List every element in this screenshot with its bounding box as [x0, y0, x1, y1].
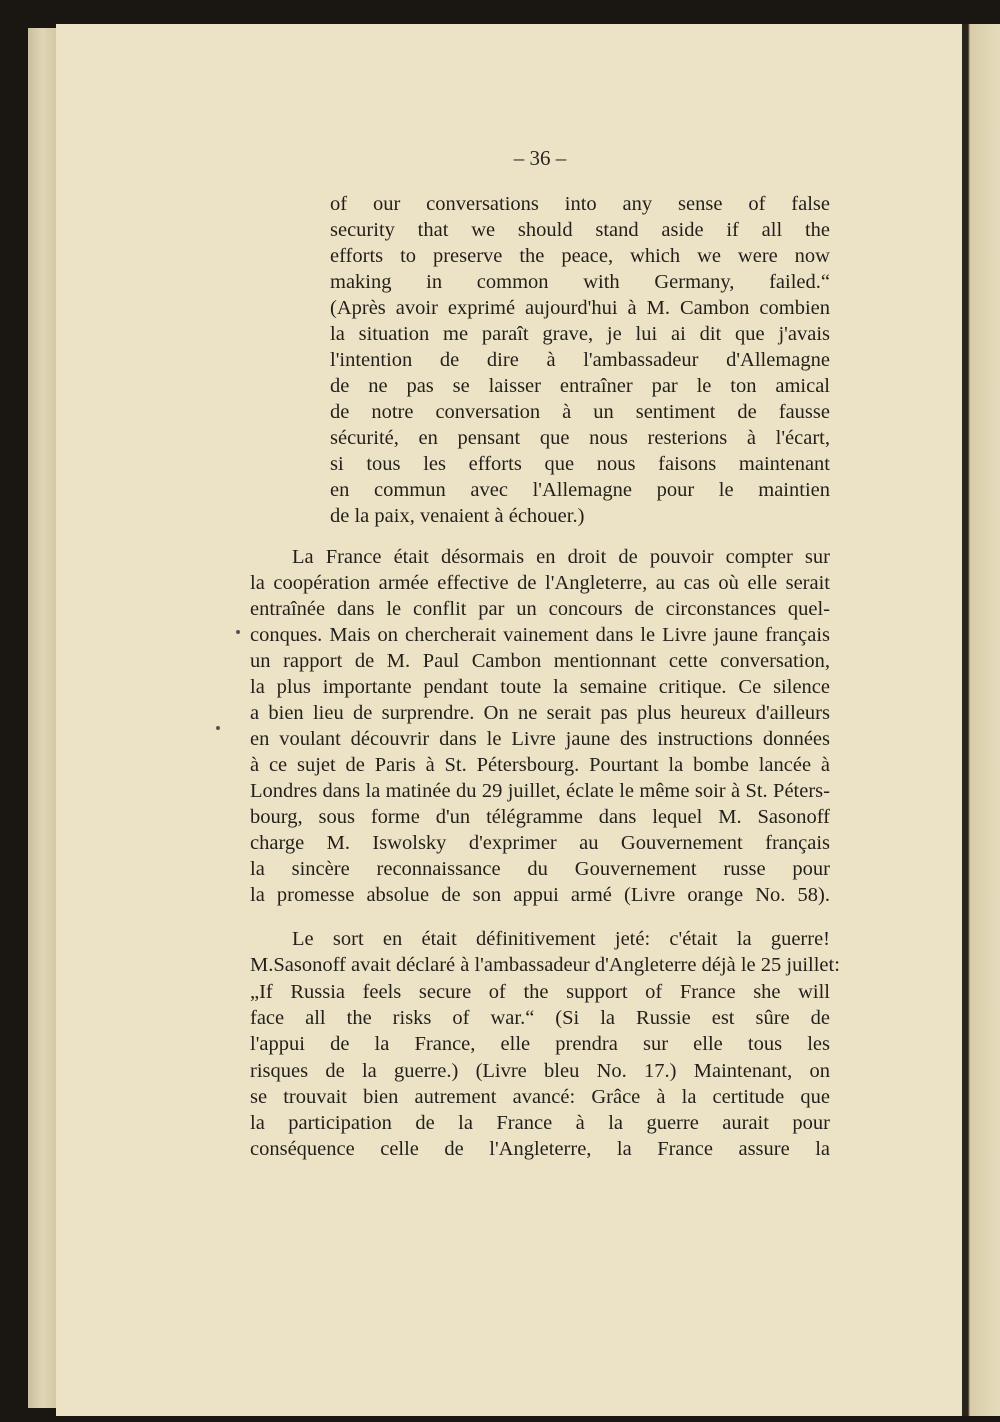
paragraph-line: Le sort en était définitivement jeté: c'était la guerre! — [292, 928, 830, 950]
paragraph-line: conques. Mais on chercherait vainement dans le Livre jaune français — [250, 624, 830, 646]
paragraph-line: un rapport de M. Paul Cambon mentionnant cette conversation, — [250, 650, 830, 672]
block-quote-line: making in common with Germany, failed.“ — [330, 271, 830, 293]
block-quote-line: de notre conversation à un sentiment de fausse — [330, 401, 830, 423]
paragraph-line: „If Russia feels secure of the support of France she will — [250, 980, 830, 1003]
paragraph-line: bourg, sous forme d'un télégramme dans lequel M. Sasonoff — [250, 806, 830, 828]
block-quote-line: l'intention de dire à l'ambassadeur d'Allemagne — [330, 349, 830, 371]
paragraph-line: à ce sujet de Paris à St. Pétersbourg. Pourtant la bombe lancée à — [250, 754, 830, 776]
paper-speck — [216, 726, 220, 730]
block-quote-line: of our conversations into any sense of false — [330, 193, 830, 215]
paper-speck — [236, 630, 240, 634]
paragraph-line: la participation de la France à la guerre aurait pour — [250, 1112, 830, 1135]
paragraph-line: La France était désormais en droit de pouvoir compter sur — [292, 546, 830, 568]
paragraph-line: M.Sasonoff avait déclaré à l'ambassadeur d'Angleterre déjà le 25 juillet: — [250, 954, 840, 977]
paragraph-line: entraînée dans le conflit par un concours de circonstances quel- — [250, 598, 830, 620]
block-quote-line: la situation me paraît grave, je lui ai dit que j'avais — [330, 323, 830, 345]
paragraph-line: se trouvait bien autrement avancé: Grâce à la certitude que — [250, 1085, 830, 1108]
paragraph-line: risques de la guerre.) (Livre bleu No. 17.) Maintenant, on — [250, 1059, 830, 1082]
paragraph-line: a bien lieu de surprendre. On ne serait pas plus heureux d'ailleurs — [250, 702, 830, 724]
block-quote-line: de la paix, venaient à échouer.) — [330, 505, 585, 527]
block-quote-line: sécurité, en pensant que nous resterions à l'écart, — [330, 427, 830, 449]
paragraph-line: charge M. Iswolsky d'exprimer au Gouvernement français — [250, 832, 830, 854]
page-number: – 36 – — [513, 146, 567, 170]
paragraph-line: face all the risks of war.“ (Si la Russie est sûre de — [250, 1006, 830, 1029]
paragraph-line: l'appui de la France, elle prendra sur elle tous les — [250, 1033, 830, 1056]
paragraph-line: conséquence celle de l'Angleterre, la France assure la — [250, 1138, 830, 1161]
block-quote-line: (Après avoir exprimé aujourd'hui à M. Cambon combien — [330, 297, 830, 319]
paragraph-line: en voulant découvrir dans le Livre jaune des instructions données — [250, 728, 830, 750]
paragraph-line: Londres dans la matinée du 29 juillet, éclate le même soir à St. Péters- — [250, 780, 830, 802]
block-quote-line: security that we should stand aside if all the — [330, 219, 830, 241]
block-quote-line: si tous les efforts que nous faisons maintenant — [330, 453, 830, 475]
paragraph-line: la promesse absolue de son appui armé (Livre orange No. 58). — [250, 884, 830, 906]
block-quote-line: en commun avec l'Allemagne pour le maintien — [330, 479, 830, 501]
paragraph-line: la coopération armée effective de l'Angleterre, au cas où elle serait — [250, 572, 830, 594]
paragraph-line: la plus importante pendant toute la semaine critique. Ce silence — [250, 676, 830, 698]
block-quote-line: de ne pas se laisser entraîner par le ton amical — [330, 375, 830, 397]
right-page-edge — [962, 24, 1000, 1416]
block-quote-line: efforts to preserve the peace, which we were now — [330, 245, 830, 267]
paragraph-line: la sincère reconnaissance du Gouvernement russe pour — [250, 858, 830, 880]
